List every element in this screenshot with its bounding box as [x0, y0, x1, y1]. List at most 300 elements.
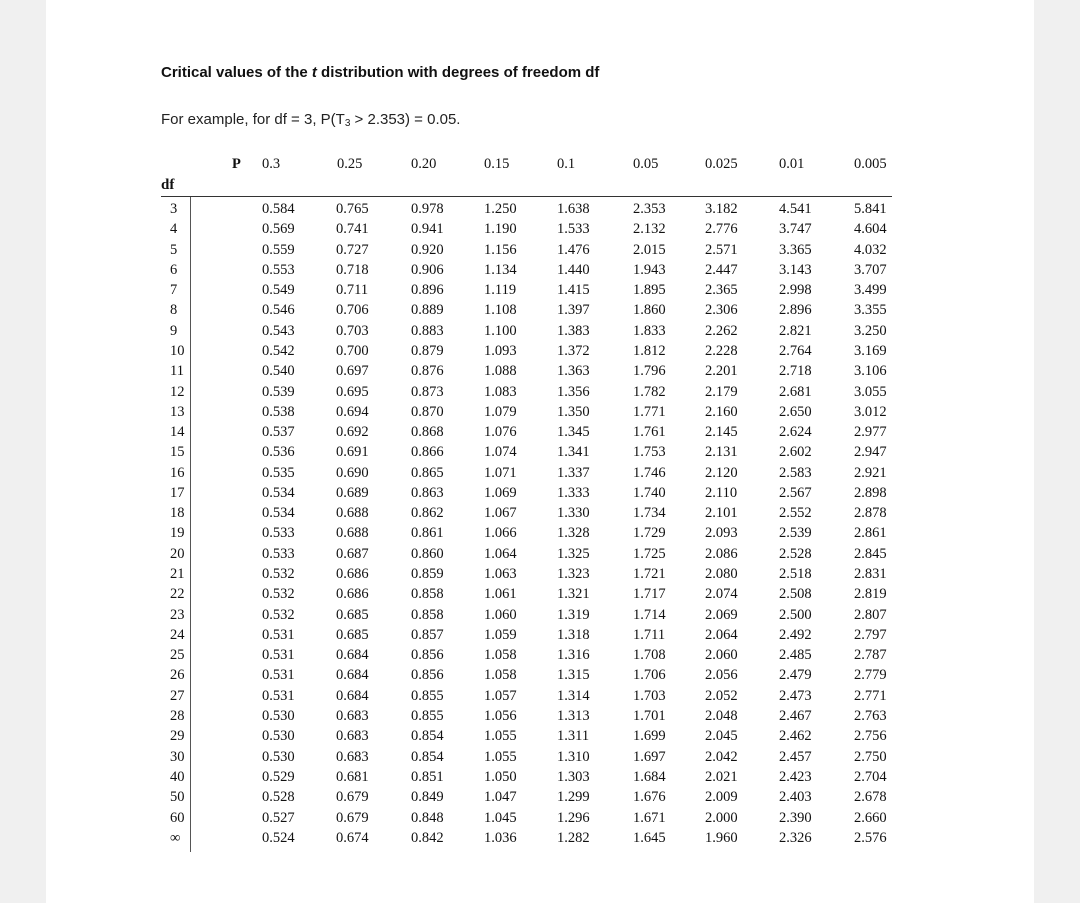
value-cell: 0.706 [336, 302, 369, 318]
df-cell: 11 [170, 363, 184, 379]
value-cell: 1.119 [484, 282, 517, 298]
value-cell: 3.169 [854, 343, 887, 359]
df-cell: 5 [170, 242, 178, 258]
value-cell: 1.833 [633, 323, 666, 339]
value-cell: 2.896 [779, 302, 812, 318]
value-cell: 2.423 [779, 769, 812, 785]
value-cell: 0.920 [411, 242, 444, 258]
value-cell: 2.552 [779, 505, 812, 521]
value-cell: 1.108 [484, 302, 517, 318]
df-cell: 22 [170, 586, 185, 602]
value-cell: 1.363 [557, 363, 590, 379]
value-cell: 1.319 [557, 607, 590, 623]
value-cell: 1.083 [484, 384, 517, 400]
value-cell: 0.858 [411, 607, 444, 623]
value-cell: 1.060 [484, 607, 517, 623]
value-cell: 0.685 [336, 607, 369, 623]
value-cell: 2.571 [705, 242, 738, 258]
value-cell: 0.851 [411, 769, 444, 785]
value-cell: 0.531 [262, 627, 295, 643]
value-cell: 1.729 [633, 525, 666, 541]
df-cell: 9 [170, 323, 178, 339]
value-cell: 0.679 [336, 789, 369, 805]
value-cell: 1.706 [633, 667, 666, 683]
table-row [0, 361, 1080, 381]
table-row [0, 280, 1080, 300]
example-line [161, 111, 460, 129]
value-cell: 2.681 [779, 384, 812, 400]
value-cell: 0.700 [336, 343, 369, 359]
table-row [0, 523, 1080, 543]
df-cell: 3 [170, 201, 178, 217]
df-cell: 15 [170, 444, 185, 460]
title-text-after: distribution with degrees of freedom df [316, 64, 600, 81]
value-cell: 3.182 [705, 201, 738, 217]
example-text-before: For example, for df = 3, P(T [161, 111, 345, 128]
value-cell: 1.746 [633, 465, 666, 481]
value-cell: 2.718 [779, 363, 812, 379]
value-cell: 1.055 [484, 749, 517, 765]
value-cell: 2.624 [779, 424, 812, 440]
value-cell: 1.057 [484, 688, 517, 704]
df-cell: 16 [170, 465, 185, 481]
table-row [0, 199, 1080, 219]
table-row [0, 665, 1080, 685]
value-cell: 2.101 [705, 505, 738, 521]
value-cell: 1.699 [633, 728, 666, 744]
value-cell: 0.849 [411, 789, 444, 805]
header-rule [161, 196, 892, 197]
value-cell: 2.042 [705, 749, 738, 765]
value-cell: 0.539 [262, 384, 295, 400]
value-cell: 2.145 [705, 424, 738, 440]
value-cell: 2.921 [854, 465, 887, 481]
value-cell: 0.535 [262, 465, 295, 481]
value-cell: 0.538 [262, 404, 295, 420]
table-row [0, 483, 1080, 503]
value-cell: 0.529 [262, 769, 295, 785]
value-cell: 0.848 [411, 810, 444, 826]
value-cell: 0.703 [336, 323, 369, 339]
df-cell: 17 [170, 485, 185, 501]
table-row [0, 787, 1080, 807]
value-cell: 0.868 [411, 424, 444, 440]
value-cell: 0.532 [262, 607, 295, 623]
value-cell: 1.074 [484, 444, 517, 460]
value-cell: 2.060 [705, 647, 738, 663]
value-cell: 3.365 [779, 242, 812, 258]
value-cell: 0.685 [336, 627, 369, 643]
value-cell: 2.080 [705, 566, 738, 582]
value-cell: 2.819 [854, 586, 887, 602]
value-cell: 2.045 [705, 728, 738, 744]
value-cell: 0.533 [262, 546, 295, 562]
table-row [0, 341, 1080, 361]
value-cell: 2.467 [779, 708, 812, 724]
df-cell: 25 [170, 647, 185, 663]
value-cell: 2.262 [705, 323, 738, 339]
value-cell: 4.604 [854, 221, 887, 237]
df-cell: 24 [170, 627, 185, 643]
value-cell: 0.862 [411, 505, 444, 521]
value-cell: 0.584 [262, 201, 295, 217]
df-cell: 8 [170, 302, 178, 318]
value-cell: 2.756 [854, 728, 887, 744]
value-cell: 1.943 [633, 262, 666, 278]
value-cell: 1.311 [557, 728, 590, 744]
value-cell: 3.106 [854, 363, 887, 379]
value-cell: 1.064 [484, 546, 517, 562]
value-cell: 1.316 [557, 647, 590, 663]
value-cell: 1.047 [484, 789, 517, 805]
value-cell: 4.032 [854, 242, 887, 258]
df-cell: 10 [170, 343, 185, 359]
df-cell: 30 [170, 749, 185, 765]
value-cell: 1.330 [557, 505, 590, 521]
value-cell: 1.676 [633, 789, 666, 805]
value-cell: 0.688 [336, 505, 369, 521]
value-cell: 2.787 [854, 647, 887, 663]
df-cell: 50 [170, 789, 185, 805]
column-header: 0.005 [854, 156, 887, 172]
table-row [0, 260, 1080, 280]
value-cell: 0.889 [411, 302, 444, 318]
value-cell: 0.861 [411, 525, 444, 541]
value-cell: 0.906 [411, 262, 444, 278]
value-cell: 1.093 [484, 343, 517, 359]
value-cell: 0.691 [336, 444, 369, 460]
value-cell: 2.021 [705, 769, 738, 785]
table-row [0, 726, 1080, 746]
value-cell: 1.714 [633, 607, 666, 623]
df-cell: 6 [170, 262, 178, 278]
value-cell: 0.859 [411, 566, 444, 582]
value-cell: 1.740 [633, 485, 666, 501]
value-cell: 3.499 [854, 282, 887, 298]
value-cell: 0.531 [262, 688, 295, 704]
value-cell: 2.479 [779, 667, 812, 683]
value-cell: 3.355 [854, 302, 887, 318]
value-cell: 0.854 [411, 749, 444, 765]
value-cell: 1.711 [633, 627, 666, 643]
value-cell: 2.492 [779, 627, 812, 643]
value-cell: 2.064 [705, 627, 738, 643]
value-cell: 0.727 [336, 242, 369, 258]
value-cell: 2.678 [854, 789, 887, 805]
value-cell: 1.134 [484, 262, 517, 278]
value-cell: 1.440 [557, 262, 590, 278]
value-cell: 0.855 [411, 688, 444, 704]
value-cell: 2.704 [854, 769, 887, 785]
value-cell: 3.747 [779, 221, 812, 237]
value-cell: 2.797 [854, 627, 887, 643]
value-cell: 0.530 [262, 728, 295, 744]
df-cell: 40 [170, 769, 185, 785]
value-cell: 1.056 [484, 708, 517, 724]
value-cell: 1.100 [484, 323, 517, 339]
value-cell: 1.076 [484, 424, 517, 440]
value-cell: 1.190 [484, 221, 517, 237]
value-cell: 1.697 [633, 749, 666, 765]
value-cell: 4.541 [779, 201, 812, 217]
value-cell: 2.508 [779, 586, 812, 602]
value-cell: 0.711 [336, 282, 369, 298]
value-cell: 0.687 [336, 546, 369, 562]
value-cell: 0.718 [336, 262, 369, 278]
value-cell: 0.531 [262, 647, 295, 663]
value-cell: 1.796 [633, 363, 666, 379]
value-cell: 1.345 [557, 424, 590, 440]
value-cell: 0.694 [336, 404, 369, 420]
value-cell: 0.978 [411, 201, 444, 217]
value-cell: 2.977 [854, 424, 887, 440]
value-cell: 1.350 [557, 404, 590, 420]
value-cell: 1.721 [633, 566, 666, 582]
value-cell: 0.854 [411, 728, 444, 744]
value-cell: 0.527 [262, 810, 295, 826]
value-cell: 0.684 [336, 688, 369, 704]
value-cell: 1.036 [484, 830, 517, 846]
value-cell: 2.500 [779, 607, 812, 623]
p-label: P [232, 156, 241, 172]
table-row [0, 402, 1080, 422]
value-cell: 0.842 [411, 830, 444, 846]
value-cell: 0.546 [262, 302, 295, 318]
value-cell: 2.998 [779, 282, 812, 298]
value-cell: 2.403 [779, 789, 812, 805]
value-cell: 1.088 [484, 363, 517, 379]
table-row [0, 808, 1080, 828]
table-row [0, 584, 1080, 604]
value-cell: 1.684 [633, 769, 666, 785]
page-title [161, 64, 599, 81]
value-cell: 0.857 [411, 627, 444, 643]
value-cell: 1.734 [633, 505, 666, 521]
value-cell: 2.365 [705, 282, 738, 298]
value-cell: 2.447 [705, 262, 738, 278]
value-cell: 1.066 [484, 525, 517, 541]
value-cell: 1.753 [633, 444, 666, 460]
value-cell: 0.559 [262, 242, 295, 258]
value-cell: 0.860 [411, 546, 444, 562]
df-cell: 4 [170, 221, 178, 237]
value-cell: 1.415 [557, 282, 590, 298]
value-cell: 2.528 [779, 546, 812, 562]
value-cell: 1.321 [557, 586, 590, 602]
value-cell: 0.532 [262, 566, 295, 582]
value-cell: 2.763 [854, 708, 887, 724]
value-cell: 0.879 [411, 343, 444, 359]
value-cell: 0.679 [336, 810, 369, 826]
table-row [0, 564, 1080, 584]
value-cell: 2.390 [779, 810, 812, 826]
value-cell: 0.858 [411, 586, 444, 602]
value-cell: 2.776 [705, 221, 738, 237]
value-cell: 1.725 [633, 546, 666, 562]
value-cell: 1.318 [557, 627, 590, 643]
value-cell: 0.674 [336, 830, 369, 846]
df-cell: 20 [170, 546, 185, 562]
value-cell: 0.856 [411, 667, 444, 683]
table-row [0, 645, 1080, 665]
value-cell: 1.314 [557, 688, 590, 704]
example-subscript: 3 [344, 118, 351, 129]
value-cell: 3.707 [854, 262, 887, 278]
value-cell: 1.356 [557, 384, 590, 400]
value-cell: 1.782 [633, 384, 666, 400]
value-cell: 1.328 [557, 525, 590, 541]
value-cell: 2.457 [779, 749, 812, 765]
column-header: 0.20 [411, 156, 437, 172]
table-row [0, 544, 1080, 564]
value-cell: 0.741 [336, 221, 369, 237]
value-cell: 2.821 [779, 323, 812, 339]
value-cell: 0.549 [262, 282, 295, 298]
table-row [0, 321, 1080, 341]
value-cell: 2.015 [633, 242, 666, 258]
value-cell: 2.878 [854, 505, 887, 521]
value-cell: 2.093 [705, 525, 738, 541]
table-row [0, 828, 1080, 848]
value-cell: 2.845 [854, 546, 887, 562]
value-cell: 2.539 [779, 525, 812, 541]
value-cell: 1.645 [633, 830, 666, 846]
value-cell: 2.771 [854, 688, 887, 704]
value-cell: 1.063 [484, 566, 517, 582]
value-cell: 1.296 [557, 810, 590, 826]
value-cell: 0.896 [411, 282, 444, 298]
table-row [0, 422, 1080, 442]
value-cell: 0.697 [336, 363, 369, 379]
value-cell: 2.898 [854, 485, 887, 501]
value-cell: 0.873 [411, 384, 444, 400]
value-cell: 1.323 [557, 566, 590, 582]
value-cell: 2.074 [705, 586, 738, 602]
value-cell: 1.372 [557, 343, 590, 359]
value-cell: 2.583 [779, 465, 812, 481]
value-cell: 0.681 [336, 769, 369, 785]
value-cell: 2.069 [705, 607, 738, 623]
value-cell: 0.531 [262, 667, 295, 683]
value-cell: 1.533 [557, 221, 590, 237]
value-cell: 1.671 [633, 810, 666, 826]
value-cell: 0.689 [336, 485, 369, 501]
value-cell: 2.462 [779, 728, 812, 744]
value-cell: 0.865 [411, 465, 444, 481]
value-cell: 0.863 [411, 485, 444, 501]
value-cell: 1.050 [484, 769, 517, 785]
table-row [0, 219, 1080, 239]
value-cell: 1.282 [557, 830, 590, 846]
df-cell: ∞ [170, 830, 181, 846]
value-cell: 0.690 [336, 465, 369, 481]
value-cell: 2.518 [779, 566, 812, 582]
value-cell: 0.866 [411, 444, 444, 460]
value-cell: 2.056 [705, 667, 738, 683]
column-header: 0.025 [705, 156, 738, 172]
value-cell: 2.120 [705, 465, 738, 481]
value-cell: 1.812 [633, 343, 666, 359]
value-cell: 1.761 [633, 424, 666, 440]
df-label: df [161, 177, 175, 193]
value-cell: 0.688 [336, 525, 369, 541]
df-cell: 21 [170, 566, 185, 582]
value-cell: 2.086 [705, 546, 738, 562]
value-cell: 1.960 [705, 830, 738, 846]
value-cell: 0.684 [336, 667, 369, 683]
table-row [0, 503, 1080, 523]
df-cell: 23 [170, 607, 185, 623]
value-cell: 2.110 [705, 485, 738, 501]
value-cell: 1.069 [484, 485, 517, 501]
value-cell: 1.313 [557, 708, 590, 724]
value-cell: 0.534 [262, 485, 295, 501]
table-row [0, 747, 1080, 767]
value-cell: 0.692 [336, 424, 369, 440]
value-cell: 2.306 [705, 302, 738, 318]
value-cell: 2.048 [705, 708, 738, 724]
value-cell: 1.299 [557, 789, 590, 805]
value-cell: 0.536 [262, 444, 295, 460]
table-row [0, 442, 1080, 462]
value-cell: 1.059 [484, 627, 517, 643]
value-cell: 0.686 [336, 566, 369, 582]
value-cell: 3.143 [779, 262, 812, 278]
value-cell: 0.524 [262, 830, 295, 846]
value-cell: 1.333 [557, 485, 590, 501]
value-cell: 2.567 [779, 485, 812, 501]
value-cell: 0.876 [411, 363, 444, 379]
table-row [0, 767, 1080, 787]
df-cell: 14 [170, 424, 185, 440]
table-row [0, 605, 1080, 625]
value-cell: 0.533 [262, 525, 295, 541]
value-cell: 3.250 [854, 323, 887, 339]
table-row [0, 463, 1080, 483]
value-cell: 0.540 [262, 363, 295, 379]
value-cell: 1.771 [633, 404, 666, 420]
column-header: 0.01 [779, 156, 805, 172]
value-cell: 1.250 [484, 201, 517, 217]
value-cell: 0.683 [336, 749, 369, 765]
value-cell: 2.179 [705, 384, 738, 400]
column-header: 0.15 [484, 156, 510, 172]
value-cell: 0.883 [411, 323, 444, 339]
table-row [0, 240, 1080, 260]
df-cell: 28 [170, 708, 185, 724]
value-cell: 1.079 [484, 404, 517, 420]
value-cell: 0.765 [336, 201, 369, 217]
value-cell: 2.831 [854, 566, 887, 582]
value-cell: 2.009 [705, 789, 738, 805]
value-cell: 0.534 [262, 505, 295, 521]
value-cell: 2.052 [705, 688, 738, 704]
df-cell: 29 [170, 728, 185, 744]
value-cell: 3.055 [854, 384, 887, 400]
df-cell: 27 [170, 688, 185, 704]
value-cell: 0.530 [262, 708, 295, 724]
value-cell: 1.383 [557, 323, 590, 339]
value-cell: 2.473 [779, 688, 812, 704]
value-cell: 0.855 [411, 708, 444, 724]
value-cell: 0.695 [336, 384, 369, 400]
title-text-italic: t [311, 64, 317, 81]
value-cell: 2.650 [779, 404, 812, 420]
value-cell: 0.553 [262, 262, 295, 278]
column-header: 0.3 [262, 156, 281, 172]
value-cell: 2.000 [705, 810, 738, 826]
value-cell: 0.856 [411, 647, 444, 663]
